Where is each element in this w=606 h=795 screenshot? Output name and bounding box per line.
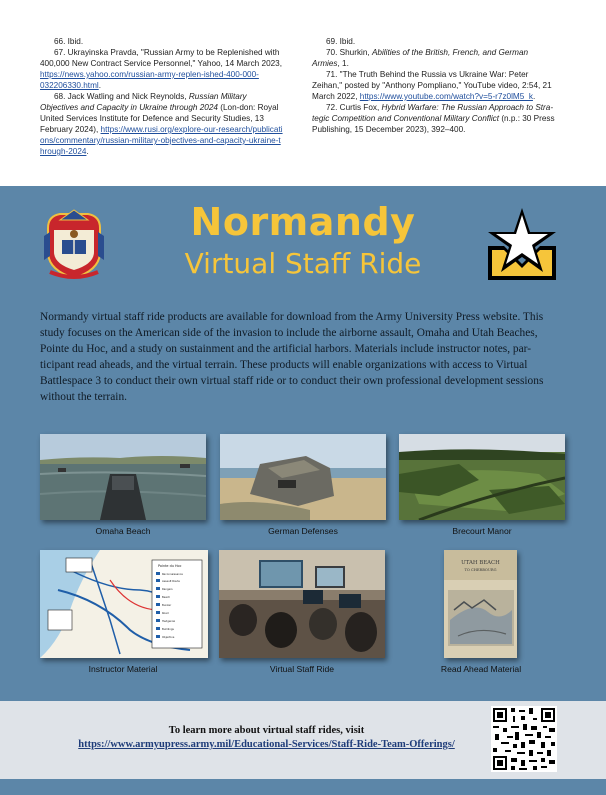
endnote-68-mid: (Lon-don: Royal United Services Institute for Defence and Security Studies, 13 February 2024), [40, 103, 279, 134]
endnote-67-text: 67. Ukrayinska Pravda, "Russian Army to be Replenished with 400,000 New Contract Service Personnel," Yahoo, 14 March 2023, [40, 48, 283, 68]
read-ahead-material-caption: Read Ahead Material [440, 664, 522, 674]
book-subtitle: TO CHERBOURG [464, 568, 497, 572]
endnote-70-title: Abilities of the British, French, and German Armies [312, 48, 529, 68]
endnote-72-title: Hybrid Warfare: The Russian Approach to Stra-tegic Competition and Conventional Military Conflict [312, 103, 554, 123]
map-legend-label: Assault Route [162, 580, 180, 583]
endnote-68-pre: 68. Jack Watling and Nick Reynolds, [54, 92, 189, 101]
endnote-71-link[interactable]: https://www.youtube.com/watch?v=5-r7z0lM5_k [359, 92, 533, 101]
endnote-72-pre: 72. Curtis Fox, [326, 103, 382, 112]
endnote-68-end: . [86, 147, 89, 156]
map-legend-title: Pointe du Hoc [158, 564, 182, 568]
endnote-68-title: Russian Military Objectives and Capacity in Ukraine through 2024 [40, 92, 247, 112]
german-defenses-image [220, 434, 386, 520]
virtual-staff-ride-caption: Virtual Staff Ride [269, 664, 335, 674]
army-star-logo-icon [484, 206, 560, 282]
endnote-68-link[interactable]: https://www.rusi.org/explore-our-research/publications/commentary/russian-military-objectives-and-capacity-ukraine-through-2024 [40, 125, 283, 156]
endnote-70-end: , 1. [337, 59, 349, 68]
feature-subtitle: Virtual Staff Ride [184, 247, 422, 280]
bottom-bar [0, 779, 606, 795]
endnote-69 [312, 36, 557, 47]
instructor-material-caption: Instructor Material [88, 664, 158, 674]
brecourt-manor-image [399, 434, 565, 520]
feature-title: Normandy [190, 200, 416, 244]
map-legend-label: Road [162, 612, 169, 615]
endnote-72-end: (n.p.: 30 Press Publishing, 15 December 2023), 392–400. [312, 114, 555, 134]
omaha-beach-caption: Omaha Beach [95, 526, 151, 536]
endnote-70-pre: 70. Shurkin, [326, 48, 372, 57]
endnote-71-text: 71. "The Truth Behind the Russia vs Ukraine War: Peter Zeihan," posted by "Anthony Pompliano," YouTube video, 2:54, 21 March 2022, [312, 70, 552, 101]
omaha-beach-image [40, 434, 206, 520]
map-legend-label: Reconnaissance [162, 573, 183, 576]
endnote-68 [40, 91, 285, 157]
endnotes-right-column [312, 36, 557, 135]
staff-ride-link[interactable]: https://www.armyupress.army.mil/Educational-Services/Staff-Ride-Team-Offerings/ [78, 739, 455, 750]
endnote-71-end: . [532, 92, 536, 101]
map-legend-label: Rangers [162, 588, 173, 591]
brecourt-manor-caption: Brecourt Manor [452, 526, 512, 536]
endnote-67 [40, 47, 285, 91]
german-defenses-caption: German Defenses [268, 526, 338, 536]
endnote-67-end: . [98, 81, 102, 90]
endnote-72 [312, 102, 557, 135]
map-legend-label: Hedgerow [162, 620, 176, 623]
endnote-71 [312, 69, 557, 102]
endnote-66-text: 66. Ibid. [54, 37, 84, 46]
endnote-70 [312, 47, 557, 69]
endnotes [40, 36, 570, 166]
virtual-staff-ride-image [219, 550, 385, 658]
map-legend-label: Beach [162, 596, 171, 599]
endnote-67-link[interactable]: https://news.yahoo.com/russian-army-replen-ished-400-000-032206330.html [40, 70, 259, 90]
endnote-69-text: 69. Ibid. [326, 37, 356, 46]
learn-more-text: To learn more about virtual staff rides, visit [168, 725, 365, 736]
qr-code-icon[interactable] [491, 706, 557, 772]
map-legend-label: Bunker [162, 604, 172, 607]
instructor-material-image [40, 550, 208, 658]
feature-description: Normandy virtual staff ride products are available for download from the Army University Press website. This study focuses on the American side of the invasion to include the airborne assault, Omaha and Utah Beaches, Pointe du Hoc, and a study on sustainment and the artificial harbors. Materials include instructor notes, par-ticipant read aheads, and the virtual terrain. These products will enable organizations with access to Virtual Battlespace 3 to conduct their own virtual staff ride or to conduct their own professional development sessions without the terrain. [40, 311, 544, 403]
endnote-66 [40, 36, 285, 47]
read-ahead-material-image [444, 550, 517, 658]
endnotes-left-column [40, 36, 285, 157]
map-legend-label: Objective [162, 636, 175, 639]
map-legend-label: Buildings [162, 628, 174, 631]
book-title: UTAH BEACH [461, 560, 500, 566]
